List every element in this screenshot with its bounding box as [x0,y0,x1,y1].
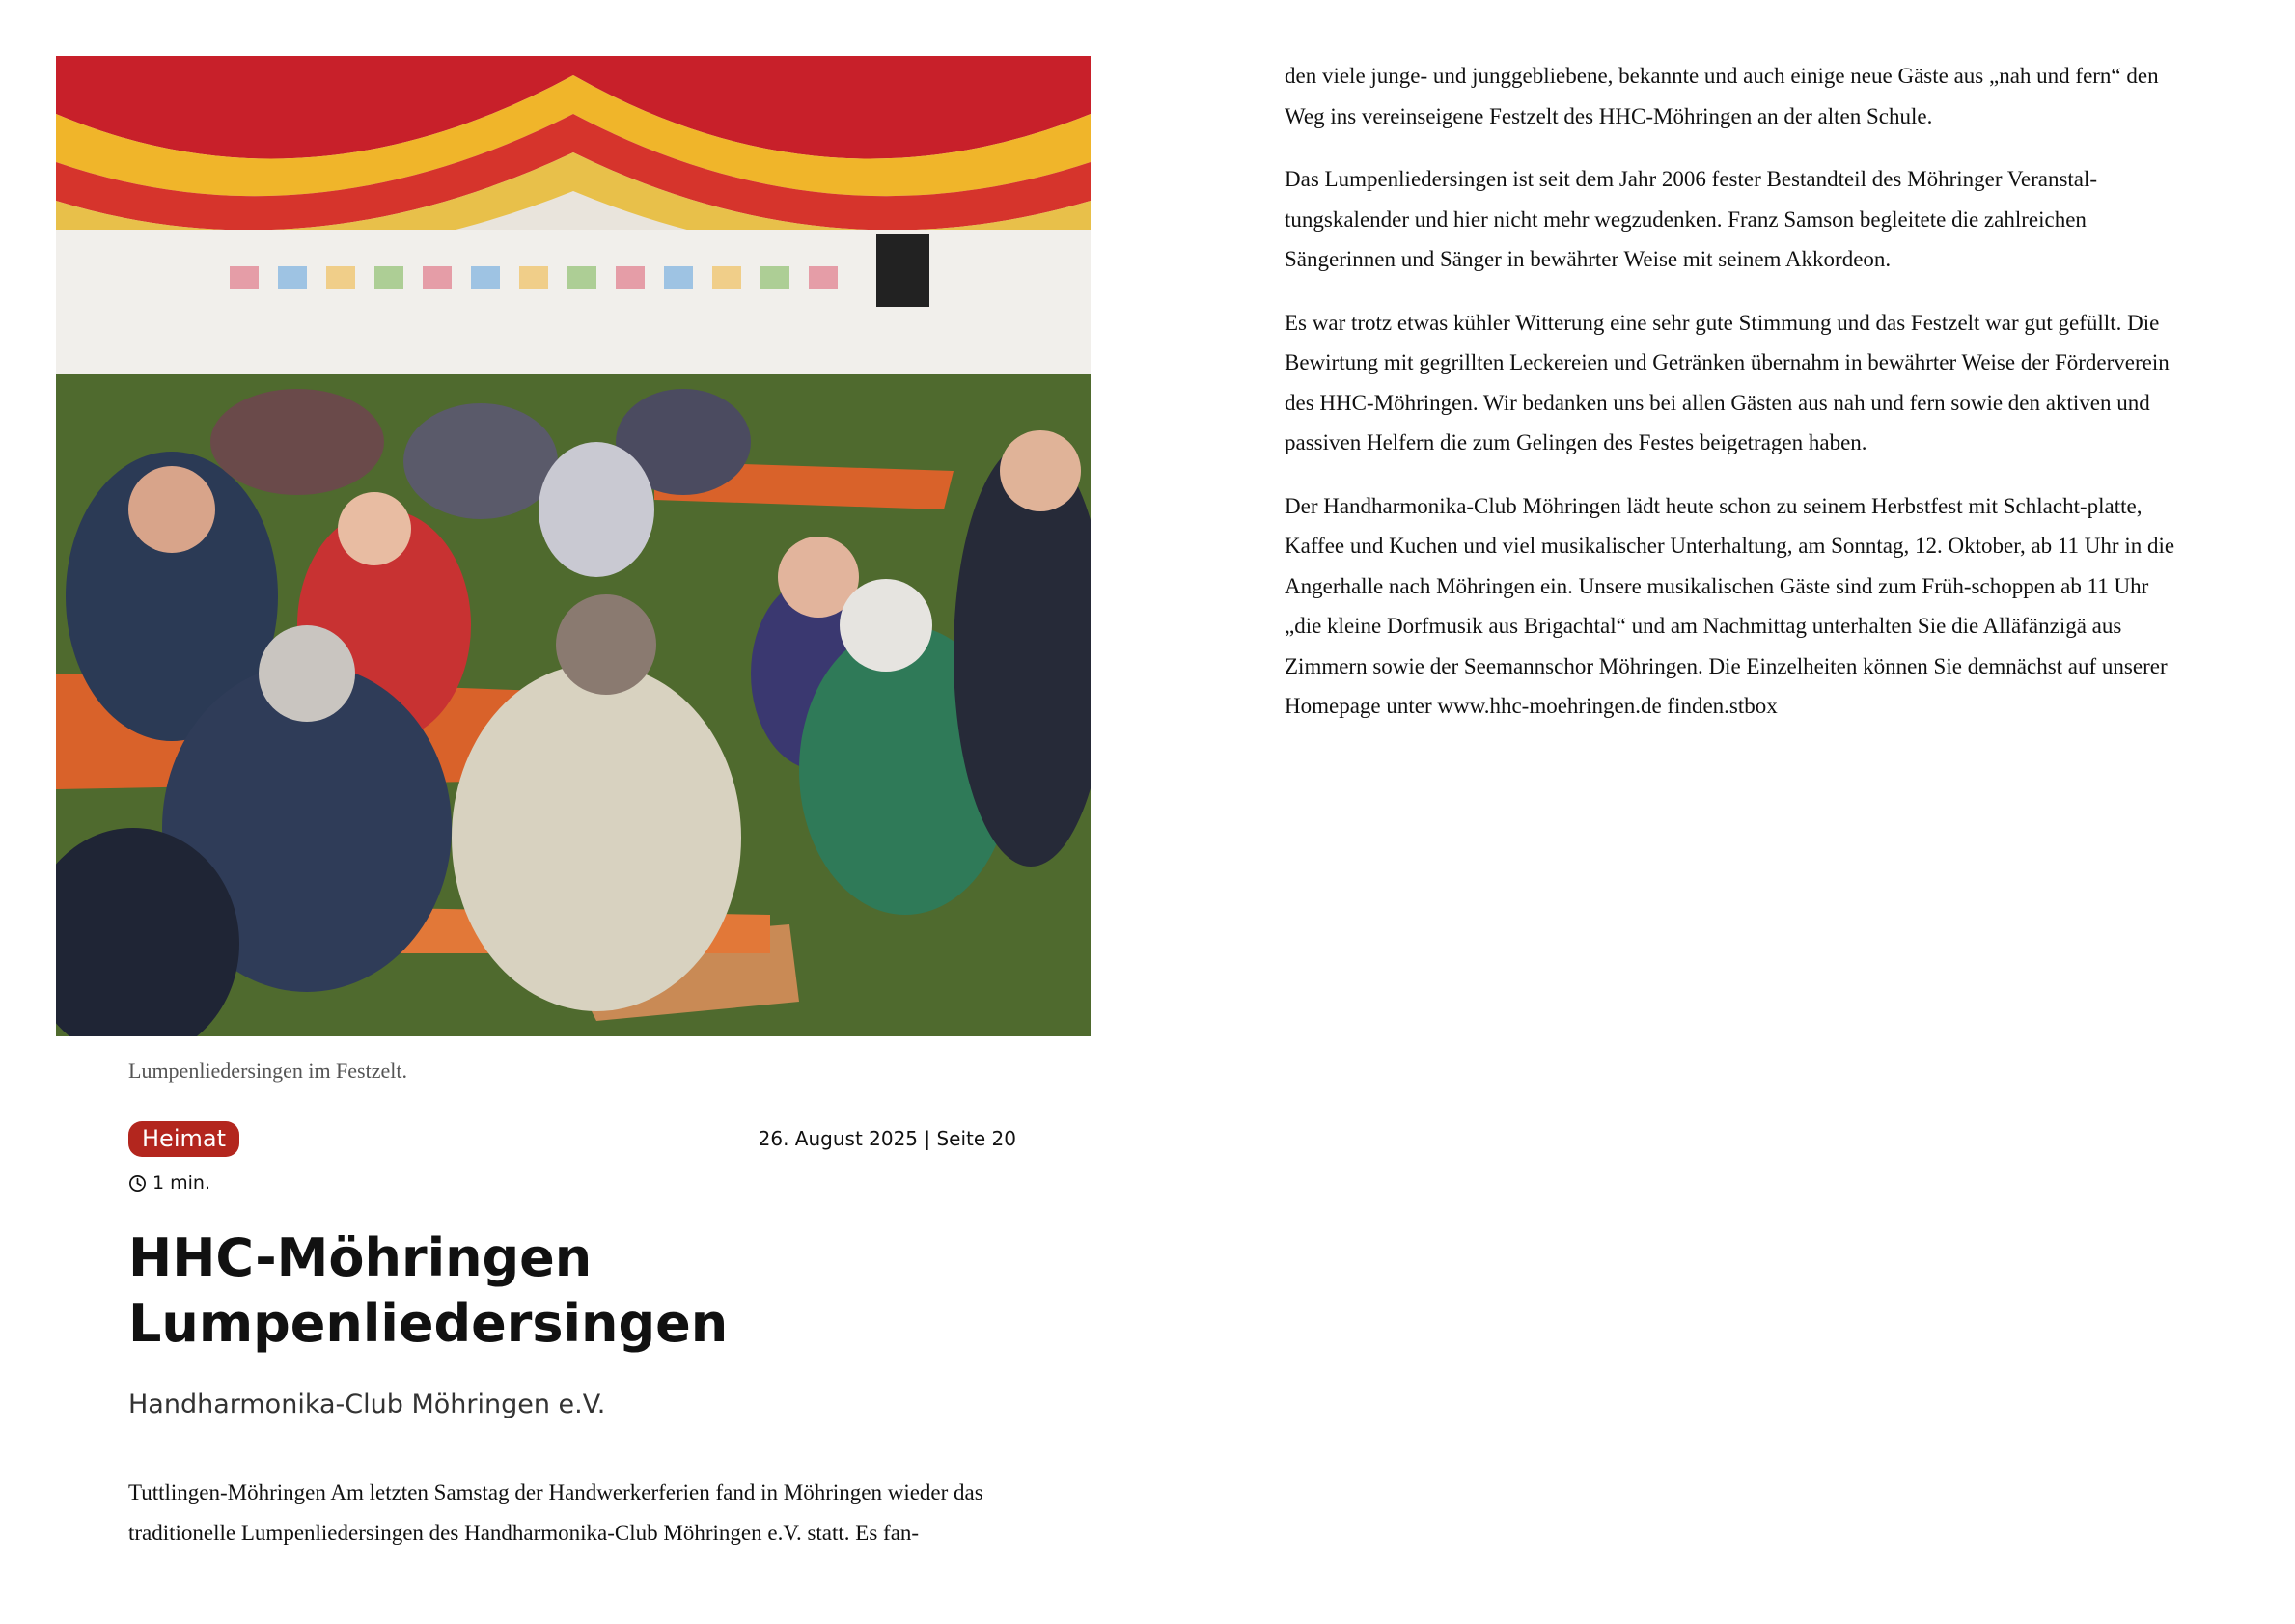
title-line-2: Lumpenliedersingen [128,1293,729,1354]
body-paragraph: Das Lumpenliedersingen ist seit dem Jahr 2006 fester Bestandteil des Möhringer Veranstal-tungskalender und hier nicht mehr wegzudenken. Franz Samson begleitete die zahlreichen Sängerinnen und Sänger in bewährter Weise mit seinem Akkordeon. [1285,167,2098,271]
article-title [128,1225,997,1357]
article-intro: Tuttlingen-Möhringen Am letzten Samstag der Handwerkerferien fand in Möhringen wieder das traditionelle Lumpenliedersingen des Handharmonika-Club Möhringen e.V. statt. Es fan- [128,1480,983,1545]
article-photo [56,56,1091,1036]
article-body-column [1285,56,2182,750]
category-tag[interactable]: Heimat [128,1121,239,1157]
meta-row [128,1121,1016,1160]
dateline: 26. August 2025 | Seite 20 [758,1127,1016,1150]
read-time-label: 1 min. [152,1172,210,1194]
read-time [128,1172,210,1194]
article-subtitle: Handharmonika-Club Möhringen e.V. [128,1390,606,1419]
festzelt-image [56,56,1091,1036]
body-paragraph: den viele junge- und junggebliebene, bekannte und auch einige neue Gäste aus „nah und fern“ den Weg ins vereinseigene Festzelt des HHC-Möhringen an der alten Schule. [1285,64,2159,128]
title-line-1: HHC-Möhringen [128,1227,593,1288]
clock-icon [128,1174,147,1193]
body-paragraph: Es war trotz etwas kühler Witterung eine sehr gute Stimmung und das Festzelt war gut gefüllt. Die Bewirtung mit gegrillten Leckereien und Getränken übernahm in bewährter Weise der Förderverein des HHC-Möhringen. Wir bedanken uns bei allen Gästen aus nah und fern sowie den aktiven und passiven Helfern die zum Gelingen des Festes beigetragen haben. [1285,310,2170,454]
body-paragraph: Der Handharmonika-Club Möhringen lädt heute schon zu seinem Herbstfest mit Schlacht-platte, Kaffee und Kuchen und viel musikalischer Unterhaltung, am Sonntag, 12. Oktober, ab 11 Uhr in die Angerhalle nach Möhringen ein. Unsere musikalischen Gäste sind zum Früh-schoppen ab 11 Uhr „die kleine Dorfmusik aus Brigachtal“ und am Nachmittag unterhalten Sie die Alläfänzigä aus Zimmern sowie der Seemannschor Möhringen. Die Einzelheiten können Sie demnächst auf unserer Homepage unter www.hhc-moehringen.de finden.stbox [1285,493,2175,718]
photo-caption: Lumpenliedersingen im Festzelt. [128,1059,407,1083]
